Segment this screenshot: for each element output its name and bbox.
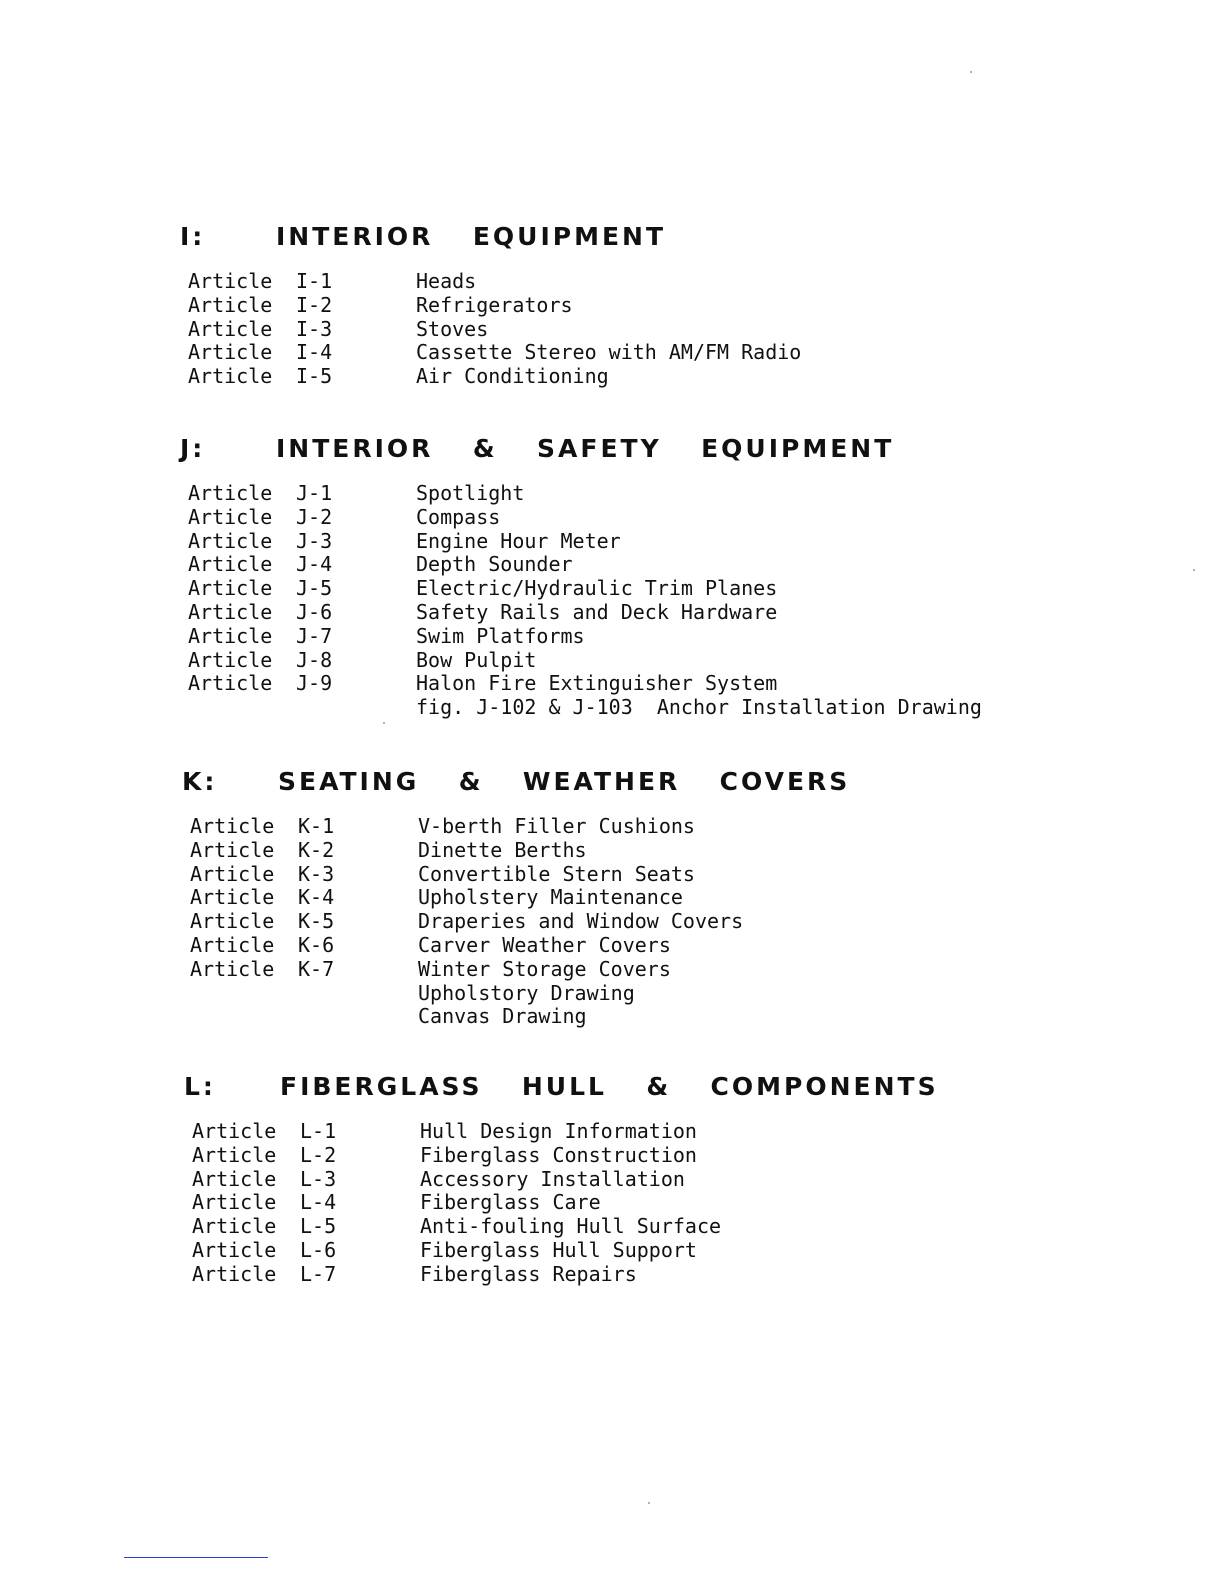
- article-label: Article: [192, 1190, 277, 1215]
- article-number: J-8: [296, 647, 333, 672]
- article-title: Compass: [416, 504, 501, 529]
- article-label: Article: [188, 528, 273, 553]
- article-list: [180, 270, 1080, 389]
- article-label: Article: [188, 671, 273, 696]
- article-number: J-1: [296, 481, 333, 505]
- article-row: [182, 934, 1082, 958]
- article-number: J-9: [296, 671, 333, 696]
- article-row: [180, 530, 1080, 554]
- article-list: [182, 815, 1082, 1029]
- section-heading: [182, 767, 1082, 807]
- drawing-note-text: fig. J-102 & J-103 Anchor Installation Drawing: [416, 695, 982, 720]
- article-number: L-2: [300, 1142, 337, 1167]
- article-label: Article: [190, 909, 275, 934]
- section-j: [180, 434, 1080, 720]
- article-row: [182, 958, 1082, 982]
- article-label: Article: [188, 504, 273, 529]
- article-label: Article: [188, 576, 273, 601]
- article-title: Carver Weather Covers: [418, 932, 671, 957]
- article-row: [180, 601, 1080, 625]
- article-number: K-7: [298, 956, 335, 981]
- article-number: K-6: [298, 932, 335, 957]
- drawing-note: [180, 696, 1080, 720]
- article-title: Convertible Stern Seats: [418, 861, 695, 886]
- article-list: [184, 1120, 1084, 1287]
- article-row: [184, 1144, 1084, 1168]
- drawing-note: [182, 982, 1082, 1006]
- article-title: Halon Fire Extinguisher System: [416, 671, 778, 696]
- article-list: [180, 482, 1080, 720]
- section-l: [184, 1072, 1084, 1287]
- article-row: [180, 318, 1080, 342]
- article-number: J-6: [296, 599, 333, 624]
- article-title: Bow Pulpit: [416, 647, 537, 672]
- section-i: [180, 222, 1080, 389]
- article-row: [182, 886, 1082, 910]
- article-label: Article: [192, 1214, 277, 1239]
- article-row: [182, 839, 1082, 863]
- article-label: Article: [190, 814, 275, 838]
- article-number: K-3: [298, 861, 335, 886]
- article-label: Article: [188, 599, 273, 624]
- article-label: Article: [188, 623, 273, 648]
- section-letter: I:: [180, 222, 206, 251]
- article-label: Article: [190, 932, 275, 957]
- article-number: J-4: [296, 552, 333, 577]
- article-number: I-3: [296, 316, 333, 341]
- section-title: SEATING & WEATHER COVERS: [278, 767, 851, 796]
- section-title: INTERIOR EQUIPMENT: [276, 222, 667, 251]
- drawing-note-text: Canvas Drawing: [418, 1004, 587, 1029]
- scan-speck: [383, 722, 385, 724]
- article-number: L-4: [300, 1190, 337, 1215]
- article-title: Cassette Stereo with AM/FM Radio: [416, 340, 802, 365]
- article-label: Article: [192, 1261, 277, 1286]
- article-label: Article: [190, 861, 275, 886]
- scan-speck: [970, 71, 972, 73]
- article-row: [180, 294, 1080, 318]
- article-title: Engine Hour Meter: [416, 528, 621, 553]
- article-title: Refrigerators: [416, 292, 573, 317]
- article-label: Article: [190, 837, 275, 862]
- article-title: V-berth Filler Cushions: [418, 814, 695, 838]
- article-number: L-3: [300, 1166, 337, 1191]
- article-label: Article: [188, 292, 273, 317]
- article-number: J-2: [296, 504, 333, 529]
- section-letter: L:: [184, 1072, 216, 1101]
- article-title: Spotlight: [416, 481, 525, 505]
- article-title: Dinette Berths: [418, 837, 587, 862]
- article-row: [184, 1239, 1084, 1263]
- article-label: Article: [188, 269, 273, 293]
- article-row: [180, 506, 1080, 530]
- article-title: Winter Storage Covers: [418, 956, 671, 981]
- article-title: Fiberglass Care: [420, 1190, 601, 1215]
- article-number: J-7: [296, 623, 333, 648]
- article-row: [184, 1263, 1084, 1287]
- article-row: [180, 341, 1080, 365]
- article-row: [182, 815, 1082, 839]
- scan-speck: [1193, 569, 1195, 571]
- article-label: Article: [188, 481, 273, 505]
- section-k: [182, 767, 1082, 1029]
- article-number: L-7: [300, 1261, 337, 1286]
- article-number: I-1: [296, 269, 333, 293]
- article-title: Hull Design Information: [420, 1119, 697, 1143]
- section-letter: J:: [180, 434, 206, 463]
- drawing-note: [182, 1005, 1082, 1029]
- article-row: [184, 1215, 1084, 1239]
- article-row: [180, 365, 1080, 389]
- article-label: Article: [188, 364, 273, 389]
- article-title: Swim Platforms: [416, 623, 585, 648]
- article-title: Heads: [416, 269, 477, 293]
- article-number: I-4: [296, 340, 333, 365]
- article-title: Accessory Installation: [420, 1166, 685, 1191]
- article-title: Safety Rails and Deck Hardware: [416, 599, 778, 624]
- article-title: Fiberglass Repairs: [420, 1261, 637, 1286]
- article-number: L-1: [300, 1119, 337, 1143]
- section-title: FIBERGLASS HULL & COMPONENTS: [280, 1072, 939, 1101]
- article-label: Article: [192, 1119, 277, 1143]
- article-title: Electric/Hydraulic Trim Planes: [416, 576, 778, 601]
- article-label: Article: [190, 956, 275, 981]
- article-row: [182, 910, 1082, 934]
- article-title: Fiberglass Construction: [420, 1142, 697, 1167]
- scan-speck: [648, 1502, 650, 1504]
- article-title: Fiberglass Hull Support: [420, 1237, 697, 1262]
- drawing-note-text: Upholstory Drawing: [418, 980, 635, 1005]
- article-row: [180, 672, 1080, 696]
- bottom-rule: [124, 1557, 268, 1558]
- article-label: Article: [192, 1237, 277, 1262]
- article-number: I-5: [296, 364, 333, 389]
- article-label: Article: [188, 647, 273, 672]
- article-row: [180, 482, 1080, 506]
- article-number: K-2: [298, 837, 335, 862]
- article-number: L-6: [300, 1237, 337, 1262]
- article-label: Article: [192, 1142, 277, 1167]
- article-title: Draperies and Window Covers: [418, 909, 744, 934]
- article-label: Article: [190, 885, 275, 910]
- article-row: [180, 625, 1080, 649]
- article-number: L-5: [300, 1214, 337, 1239]
- article-label: Article: [188, 552, 273, 577]
- article-number: K-4: [298, 885, 335, 910]
- article-row: [180, 577, 1080, 601]
- article-row: [180, 649, 1080, 673]
- article-title: Stoves: [416, 316, 489, 341]
- article-number: J-5: [296, 576, 333, 601]
- article-title: Depth Sounder: [416, 552, 573, 577]
- article-label: Article: [192, 1166, 277, 1191]
- section-heading: [184, 1072, 1084, 1112]
- section-title: INTERIOR & SAFETY EQUIPMENT: [276, 434, 895, 463]
- article-number: I-2: [296, 292, 333, 317]
- article-title: Air Conditioning: [416, 364, 609, 389]
- article-row: [180, 270, 1080, 294]
- article-label: Article: [188, 316, 273, 341]
- article-row: [184, 1120, 1084, 1144]
- article-row: [182, 863, 1082, 887]
- article-number: K-5: [298, 909, 335, 934]
- article-title: Upholstery Maintenance: [418, 885, 683, 910]
- section-heading: [180, 434, 1080, 474]
- article-row: [180, 553, 1080, 577]
- article-number: K-1: [298, 814, 335, 838]
- article-title: Anti-fouling Hull Surface: [420, 1214, 722, 1239]
- article-row: [184, 1168, 1084, 1192]
- article-number: J-3: [296, 528, 333, 553]
- article-row: [184, 1191, 1084, 1215]
- article-label: Article: [188, 340, 273, 365]
- section-heading: [180, 222, 1080, 262]
- section-letter: K:: [182, 767, 218, 796]
